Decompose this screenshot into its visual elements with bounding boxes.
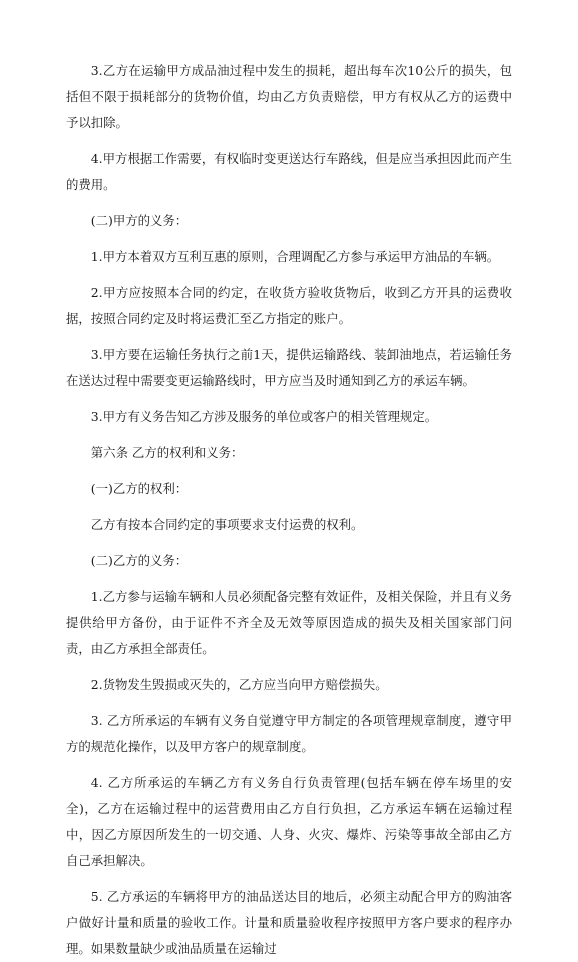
heading-party-a-obligations: (二)甲方的义务： [90, 213, 188, 228]
heading-party-b-rights: (一)乙方的权利： [90, 481, 188, 496]
heading-article-six: 第六条 乙方的权利和义务： [90, 445, 244, 460]
paragraph-loss-compensation: 3.乙方在运输甲方成品油过程中发生的损耗，超出每车次10公斤的损失，包括但不限于损耗部分的货物价值，均由乙方负责赔偿，甲方有权从乙方的运费中予以扣除。 [66, 63, 512, 130]
paragraph-damage-compensation: 2.货物发生毁损或灭失的，乙方应当向甲方赔偿损失。 [90, 677, 388, 692]
paragraph-inform-regulations: 3.甲方有义务告知乙方涉及服务的单位或客户的相关管理规定。 [90, 409, 438, 424]
paragraph-comply-rules: 3. 乙方所承运的车辆有义务自觉遵守甲方制定的各项管理规章制度，遵守甲方的规范化操作，以及甲方客户的规章制度。 [66, 713, 512, 754]
paragraph-route-change: 4.甲方根据工作需要，有权临时变更送达行车路线，但是应当承担因此而产生的费用。 [66, 151, 512, 192]
paragraph-freight-payment: 2.甲方应按照本合同的约定，在收货方验收货物后，收到乙方开具的运费收据，按照合同约定及时将运费汇至乙方指定的账户。 [66, 285, 512, 326]
paragraph-route-notice: 3.甲方要在运输任务执行之前1天，提供运输路线、装卸油地点，若运输任务在送达过程中需要变更运输路线时，甲方应当及时通知到乙方的承运车辆。 [66, 347, 512, 388]
paragraph-freight-right: 乙方有按本合同约定的事项要求支付运费的权利。 [90, 517, 364, 532]
paragraph-vehicle-allocation: 1.甲方本着双方互利互惠的原则，合理调配乙方参与承运甲方油品的车辆。 [90, 249, 500, 264]
paragraph-certificates: 1.乙方参与运输车辆和人员必须配备完整有效证件，及相关保险，并且有义务提供给甲方备份，由于证件不齐全及无效等原因造成的损失及相关国家部门问责，由乙方承担全部责任。 [66, 589, 512, 656]
paragraph-vehicle-management: 4. 乙方所承运的车辆乙方有义务自行负责管理(包括车辆在停车场里的安全)，乙方在运输过程中的运营费用由乙方自行负担，乙方承运车辆在运输过程中，因乙方原因所发生的一切交通、人身、火灾、爆炸、污染等事故全部由乙方自己承担解决。 [66, 775, 512, 868]
paragraph-acceptance: 5. 乙方承运的车辆将甲方的油品送达目的地后，必须主动配合甲方的购油客户做好计量和质量的验收工作。计量和质量验收程序按照甲方客户要求的程序办理。如果数量缺少或油品质量在运输过 [66, 889, 512, 956]
heading-party-b-obligations: (二)乙方的义务： [90, 553, 188, 568]
